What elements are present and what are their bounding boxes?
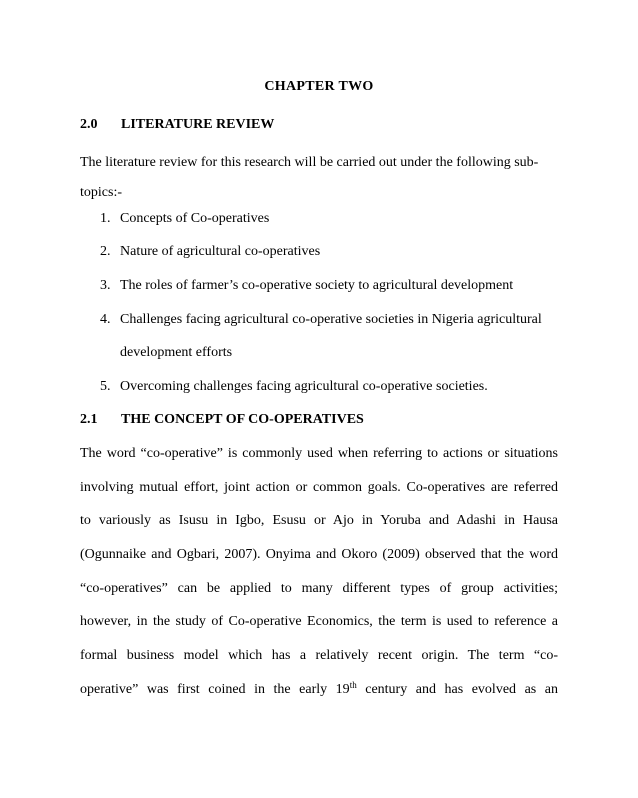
paragraph-line: The word “co-operative” is commonly used when referring to actions or situations xyxy=(80,446,558,461)
paragraph-line: topics:- xyxy=(80,185,122,200)
section-number: 2.0 xyxy=(80,117,98,132)
paragraph-line: however, in the study of Co-operative Economics, the term is used to reference a xyxy=(80,614,558,629)
list-item xyxy=(100,276,513,296)
paragraph-line: formal business model which has a relatively recent origin. The term “co- xyxy=(80,648,558,663)
list-item-text: Overcoming challenges facing agricultural co-operative societies. xyxy=(120,379,488,394)
list-item xyxy=(100,310,542,330)
list-item-text: Nature of agricultural co-operatives xyxy=(120,244,321,259)
section-title: THE CONCEPT OF CO-OPERATIVES xyxy=(121,412,364,427)
list-marker: 2. xyxy=(100,244,111,259)
ordinal-superscript: th xyxy=(349,680,357,690)
paragraph-line: “co-operatives” can be applied to many different types of group activities; xyxy=(80,581,558,596)
list-item-text: Concepts of Co-operatives xyxy=(120,211,270,226)
paragraph-line: The literature review for this research will be carried out under the following sub- xyxy=(80,155,539,170)
chapter-title: CHAPTER TWO xyxy=(264,79,374,94)
list-marker: 4. xyxy=(100,312,111,327)
section-title: LITERATURE REVIEW xyxy=(121,117,275,132)
list-item xyxy=(100,209,269,229)
paragraph-line: to variously as Isusu in Igbo, Esusu or Ajo in Yoruba and Adashi in Hausa xyxy=(80,513,558,528)
list-marker: 3. xyxy=(100,278,111,293)
list-item xyxy=(100,242,320,262)
list-item-text: The roles of farmer’s co-operative society to agricultural development xyxy=(120,278,514,293)
list-item xyxy=(100,377,488,397)
section-number: 2.1 xyxy=(80,412,98,427)
section-heading-2-1 xyxy=(80,410,364,430)
line-text: century and has evolved as an xyxy=(356,682,558,697)
section-heading-2-0 xyxy=(80,115,274,135)
paragraph-line: involving mutual effort, joint action or common goals. Co-operatives are referred xyxy=(80,480,558,495)
list-item-continuation: development efforts xyxy=(120,345,233,360)
list-marker: 1. xyxy=(100,211,111,226)
list-marker: 5. xyxy=(100,379,111,394)
paragraph-line: (Ogunnaike and Ogbari, 2007). Onyima and Okoro (2009) observed that the word xyxy=(80,547,558,562)
list-item-text: Challenges facing agricultural co-operative societies in Nigeria agricultural xyxy=(120,312,542,327)
paragraph-line xyxy=(80,680,558,700)
line-text: operative” was first coined in the early 19 xyxy=(80,682,350,697)
